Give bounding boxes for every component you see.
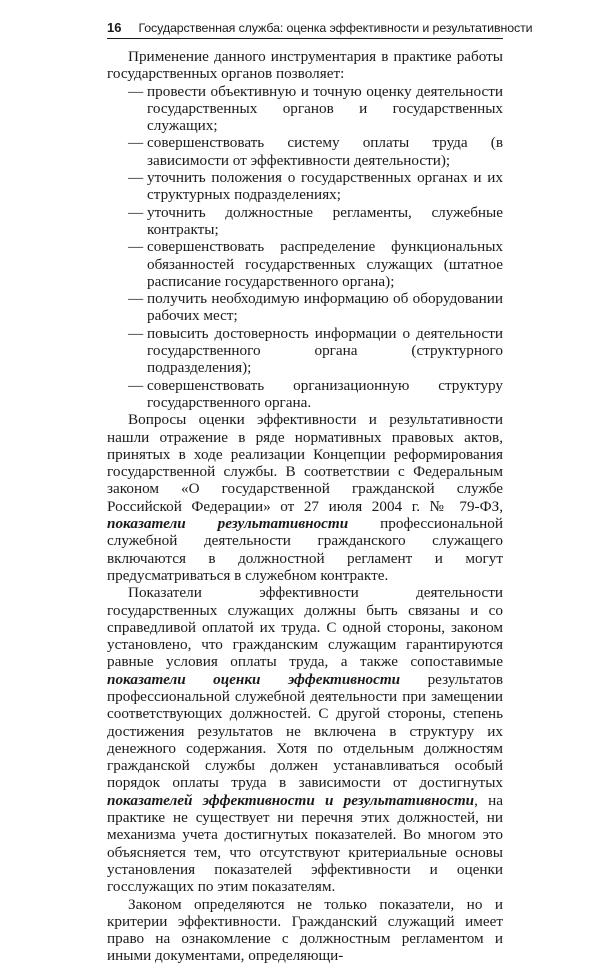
emphasized-term: показателей эффективности и результативности [107, 791, 475, 809]
list-item [107, 377, 503, 412]
dash-marker: — [128, 238, 144, 256]
list-item [107, 169, 503, 204]
list-item-text: совершенствовать систему оплаты труда (в зависимости от эффективности деятельности); [147, 134, 503, 169]
list-item [107, 204, 503, 239]
emphasized-term: показатели результативности [107, 515, 349, 533]
list-item-text: повысить достоверность информации о деятельности государственного органа (структурного подразделения); [147, 324, 503, 377]
emphasized-term: показатели оценки эффективности [107, 670, 401, 688]
paragraph-text: Показатели эффективности деятельности государственных служащих должны быть связаны и со справедливой оплатой их труда. С одной стороны, законом установлено, что гражданским служащим гарантируются равные условия оплаты труда, а также сопоставимые [107, 584, 503, 671]
dash-marker: — [128, 203, 144, 221]
running-head [107, 18, 533, 39]
paragraph-text: профессиональной служебной деятельности гражданского служащего включаются в должностной регламент и могут предусматриваться в служебном контракте. [107, 515, 503, 584]
body-text [107, 48, 503, 965]
list-item-text: совершенствовать распределение функциональных обязанностей государственных служащих (штатное расписание государственного органа); [147, 238, 503, 290]
page-number: 16 [107, 20, 122, 35]
dash-marker: — [128, 134, 144, 152]
dash-marker: — [128, 169, 144, 187]
paragraph-criteria: Законом определяются не только показатели, но и критерии эффективности. Гражданский служащий имеет право на ознакомление с должностным регламентом и иными документами, определяющи- [107, 895, 503, 965]
list-item [107, 134, 503, 169]
paragraph-text: результатов профессиональной служебной деятельности при замещении соответствующих должностей. С другой стороны, степень достижения результатов не включена в структуру их денежного содержания. Хотя по отдельным должностям гражданской службы должен устанавливаться особый порядок оплаты труда в зависимости от достигнутых [107, 670, 503, 792]
list-item [107, 290, 503, 325]
paragraph-performance-indicators [107, 411, 503, 584]
dash-marker: — [128, 82, 144, 100]
paragraph-text: Вопросы оценки эффективности и результативности нашли отражение в ряде нормативных правовых актов, принятых в ходе реализации Концепции реформирования государственной службы. В соответствии с Федеральным законом «О государственной гражданской службе Российской Федерации» от 27 июля 2004 г. № 79-ФЗ, [107, 411, 503, 515]
list-item-text: уточнить должностные регламенты, служебные контракты; [147, 203, 503, 238]
intro-paragraph: Применение данного инструментария в практике работы государственных органов позволяет: [107, 48, 503, 83]
running-title: Государственная служба: оценка эффективности и результативности [138, 21, 533, 35]
dash-marker: — [128, 290, 144, 308]
paragraph-pay-and-efficiency [107, 584, 503, 895]
list-item [107, 325, 503, 377]
list-item-text: уточнить положения о государственных органах и их структурных подразделениях; [147, 169, 503, 204]
list-item-text: провести объективную и точную оценку деятельности государственных органов и государственных служащих; [147, 82, 503, 135]
list-item-text: получить необходимую информацию об оборудовании рабочих мест; [147, 290, 503, 325]
dash-marker: — [128, 324, 144, 342]
paragraph-text: , на практике не существует ни перечня этих должностей, ни механизма учета достигнутых показателей. Во многом это объясняется тем, что отсутствуют критериальные основы установления показателей эффективности и оценки госслужащих по этим показателям. [107, 791, 503, 896]
list-item [107, 83, 503, 135]
list-item-text: совершенствовать организационную структуру государственного органа. [147, 376, 503, 411]
list-item [107, 238, 503, 290]
bullet-list [107, 83, 503, 412]
book-page [107, 18, 533, 965]
dash-marker: — [128, 376, 144, 394]
